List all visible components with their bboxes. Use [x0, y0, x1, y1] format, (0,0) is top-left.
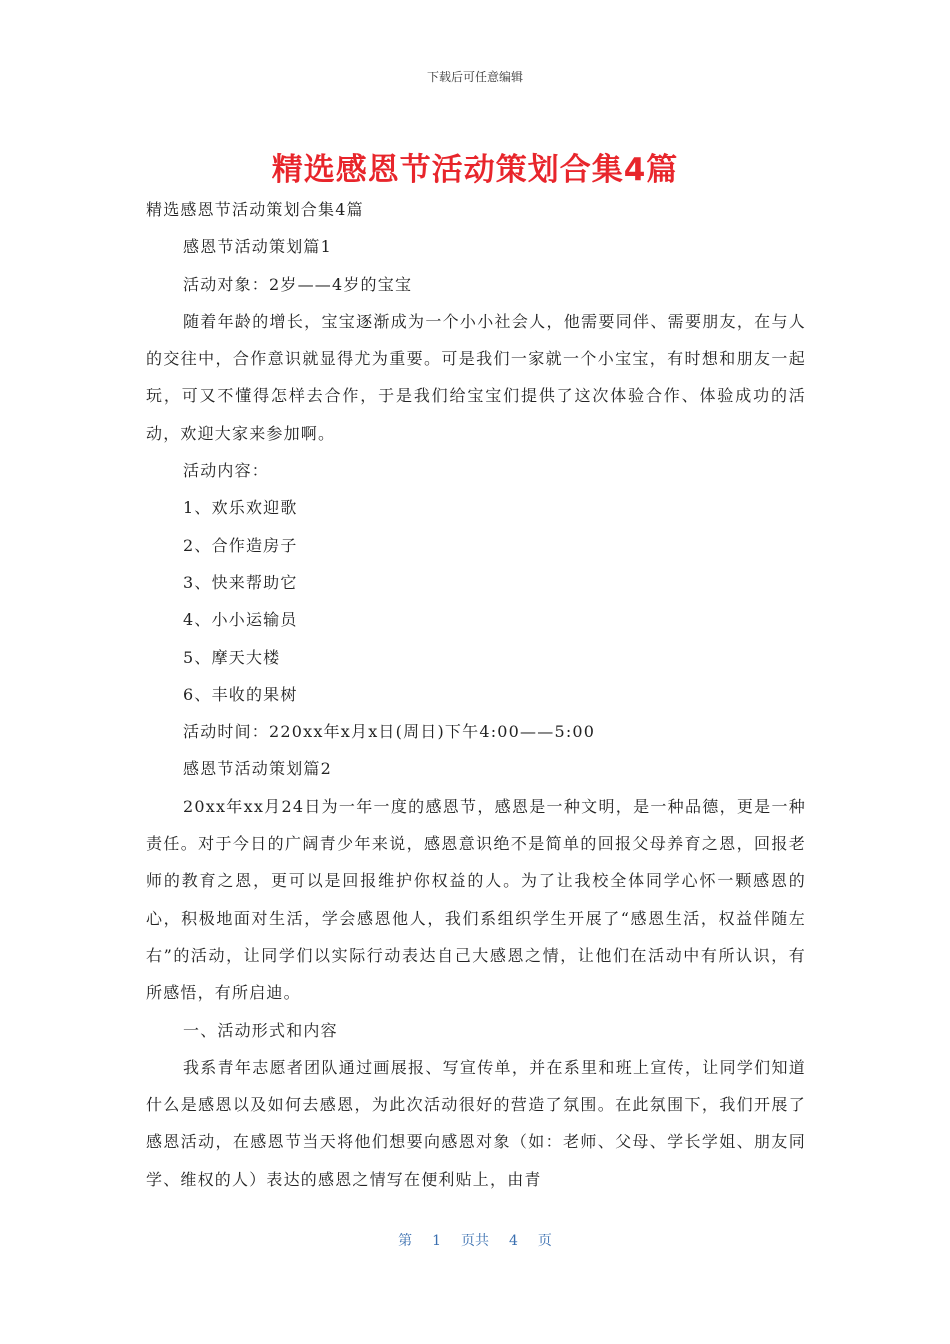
paragraph-3: 我系青年志愿者团队通过画展报、写宣传单，并在系里和班上宣传，让同学们知道什么是感恩以及如何去感恩，为此次活动很好的营造了氛围。在此氛围下，我们开展了感恩活动，在感恩节当天将他们想要向感恩对象（如：老师、父母、学长学姐、朋友同学、维权的人）表达的感恩之情写在便利贴上，由青: [146, 1057, 806, 1189]
footer-page-of: 页共: [461, 1233, 489, 1249]
section-heading-1: 感恩节活动策划篇1: [183, 237, 332, 257]
header-note: 下载后可任意编辑: [426, 70, 523, 84]
activity-time: 活动时间：220xx年x月x日(周日)下午4:00——5:00: [183, 722, 596, 742]
list-item: 4、小小运输员: [183, 610, 298, 630]
list-item: 2、合作造房子: [183, 535, 298, 555]
footer-total-pages: 4: [509, 1233, 518, 1249]
footer-page-label: 第: [398, 1233, 413, 1249]
subsection-heading-1: 一、活动形式和内容: [183, 1020, 338, 1040]
footer-page-suffix: 页: [537, 1233, 552, 1249]
activity-target: 活动对象：2岁——4岁的宝宝: [183, 274, 413, 294]
page-footer: [0, 1230, 950, 1250]
document-title: 精选感恩节活动策划合集4篇: [271, 152, 679, 188]
list-item: 1、欢乐欢迎歌: [183, 498, 298, 518]
list-item: 5、摩天大楼: [183, 647, 281, 667]
activity-content-label: 活动内容：: [183, 461, 270, 481]
intro-line: 精选感恩节活动策划合集4篇: [146, 200, 364, 219]
list-item: 6、丰收的果树: [183, 684, 298, 704]
document-body: [146, 191, 806, 1198]
list-item: 3、快来帮助它: [183, 572, 298, 592]
footer-page-number: 1: [432, 1233, 441, 1249]
paragraph-1: 随着年龄的增长，宝宝逐渐成为一个小小社会人，他需要同伴、需要朋友，在与人的交往中，合作意识就显得尤为重要。可是我们一家就一个小宝宝，有时想和朋友一起玩，可又不懂得怎样去合作，于是我们给宝宝们提供了这次体验合作、体验成功的活动，欢迎大家来参加啊。: [146, 311, 806, 443]
paragraph-2: 20xx年xx月24日为一年一度的感恩节，感恩是一种文明，是一种品德，更是一种责任。对于今日的广阔青少年来说，感恩意识绝不是简单的回报父母养育之恩，回报老师的教育之恩，更可以是回报维护你权益的人。为了让我校全体同学心怀一颗感恩的心，积极地面对生活，学会感恩他人，我们系组织学生开展了“感恩生活，权益伴随左右”的活动，让同学们以实际行动表达自己大感恩之情，让他们在活动中有所认识，有所感悟，有所启迪。: [146, 796, 806, 1003]
section-heading-2: 感恩节活动策划篇2: [183, 759, 332, 779]
